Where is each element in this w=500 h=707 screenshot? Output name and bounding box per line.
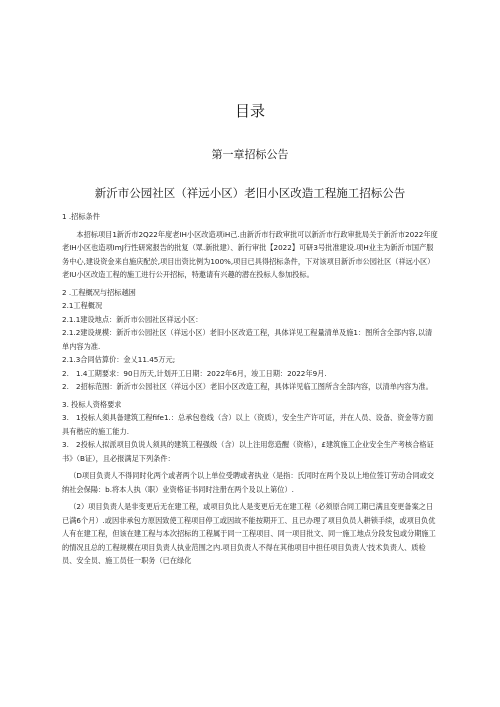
s3-2-1: （D项目负责人不得同时化两个或者两个以上单位受聘或者执业（是指：氏同时在两个及以上地位签订劳动合同或交纳社会保陽：b.将本人执（职）业资格证书同时注册在两个及以上第位）.	[62, 471, 435, 494]
s2-2: 2. 1.4工期要求：90日历天,计划开工日期：2022年6月，竣工日期：2022年9月.	[62, 368, 327, 378]
section1-paragraph: 本招标项目1新沂市2Q22年度老IH小区改造项iH己.由新沂市行政审批可以新沂市行政审批局关于新沂市2022年度老IH小区也造项ImJ行性研窕报告的批复（眾.新批建）、新行审批【2022】可研3号批准建设.项H业主为新沂市国产服务中心,建设资金来自施庆配於,项目出资比例为100%,项目已具得招标条件，下对该项目新沂市公园社区（祥远小区）老IU小区改造工程的施工进行公开招标，特邀请有兴趣的潜在投标人参加投标。	[62, 229, 438, 279]
s2-1-1: 2.1.1建设地点：新沂市公园社区祥远小区：	[62, 314, 203, 324]
s2-1-3: 2.1.3合同估算价：金乂11.45万元;	[62, 355, 176, 364]
s3-2: 3. 2投标人拟派项目负说人须具的建筑工程强级（含）以上注用您造醒（资格），£建筑施工企业安全生产考核合格证书》（B证），且必报满足下列条件：	[62, 440, 434, 463]
section3-heading: 3. 投标人资格要求	[62, 399, 122, 409]
s2-1-2: 2.1.2建设规模：新沂市公园社区（祥远小区）老旧小区改造工程，具体详见工程量清单及施1：图所含全部内容,以清单内容为准.	[62, 328, 433, 351]
s2-1: 2.1工程概况	[62, 301, 103, 310]
section1-heading: 1 .招标条件	[62, 212, 100, 221]
notice-title: 新沂市公园社区（祥远小区）老旧小区改造工程施工招标公告	[94, 186, 406, 200]
s3-2-2: （2）项目负责人是非变更后无在建工程，或项目负比人是变更后无在建工程（必须原合同工期已满且变更备案之日已满6个月）.或因非承包方原因致使工程项目停工或因故不能按期开工、且已办理了项目负员人耕锁手续，或项目负优人有在建工程，但该在建工程与本次招标的工程属于同一工程项目、同一项目批文、同一施工地点分段发包或分期施工的情况且总的工程规模在项目负责人执业范围之内.项目负责人不得在其他项目中担任项目负责人'技术负责人、质检员、安全员、施工员任一职务（已在绿化	[62, 502, 436, 565]
section2-heading: 2 .工程概况与招标越困	[62, 287, 136, 297]
chapter-title: 第一章招标公告	[211, 148, 289, 161]
document-body	[62, 210, 438, 568]
s3-1: 3. 1投标人须具备建筑工程fife1.：总承包卷线（含）以上（资质），安全生产许可证，并在人员、设备、资金等方面具有楷应的施工能力.	[62, 413, 434, 436]
toc-title: 目录	[234, 102, 265, 120]
s2-3: 2. 2招标范围：新沂市公园社区（祥远小区）老旧小区改造工程，具体详见临工图所含全部内容，以清单内容为准。	[62, 382, 433, 391]
